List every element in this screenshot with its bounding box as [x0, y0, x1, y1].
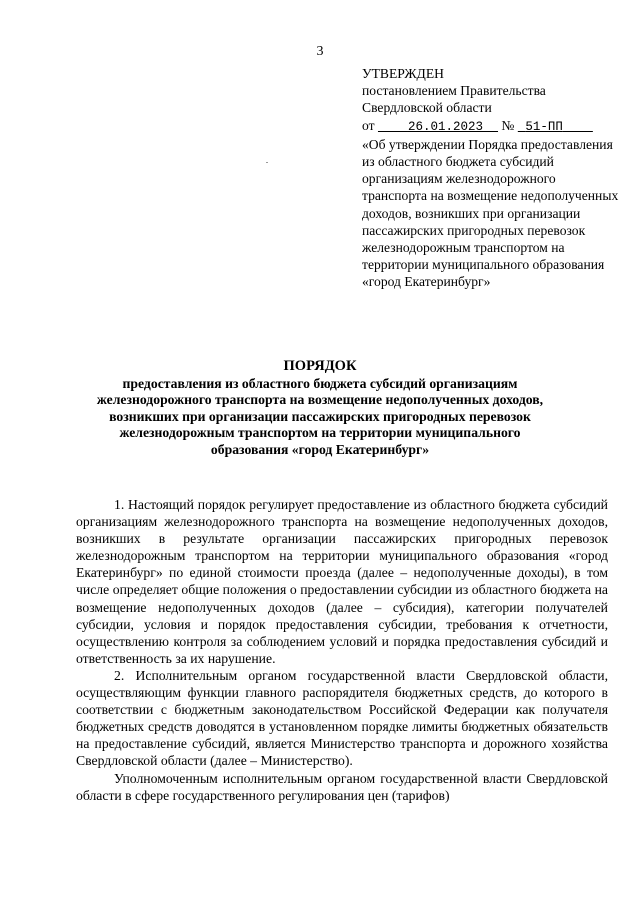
title-heading: ПОРЯДОК [283, 358, 357, 374]
document-body [76, 496, 608, 804]
number-label: № [501, 117, 515, 133]
page-number: 3 [316, 44, 324, 59]
approval-date-line [362, 117, 622, 136]
approval-number: 51-ПП [525, 119, 563, 134]
document-title [0, 358, 640, 459]
approval-reference: «Об утверждении Порядка предоставления из областного бюджета субсидий организациям железнодорожного транспорта на возмещение недополученных доходов, возникших при организации пассажирских пригородных перевозок железнодорожным транспортом на территории муниципального образования «город Екатеринбург» [362, 136, 619, 290]
approval-line-2: Свердловской области [362, 100, 492, 116]
scan-speck [266, 162, 268, 163]
approval-heading: УТВЕРЖДЕН [362, 66, 444, 81]
approval-stamp [362, 65, 622, 291]
title-subtitle: предоставления из областного бюджета субсидий организациям железнодорожного транспорта на возмещение недополученных доходов, возникших при организации пассажирских пригородных перевозок железнодорожным транспортом на территории муниципального образования «город Екатеринбург» [96, 375, 544, 457]
paragraph-2: 2. Исполнительным органом государственной власти Свердловской области, осуществляющим функции главного распорядителя бюджетных средств, до которого в соответствии с бюджетным законодательством Российской Федерации как получателя бюджетных средств доводятся в установленном порядке лимиты бюджетных обязательств на предоставление субсидий, является Министерство транспорта и дорожного хозяйства Свердловской области (далее – Министерство). [76, 667, 608, 769]
approval-line-1: постановлением Правительства [362, 83, 546, 99]
from-label: от [362, 117, 375, 133]
approval-date: 26.01.2023 [407, 119, 483, 134]
paragraph-1: 1. Настоящий порядок регулирует предоставление из областного бюджета субсидий организациям железнодорожного транспорта на возмещение недополученных доходов, возникших в результате организации пассажирских пригородных перевозок железнодорожным транспортом на территории муниципального образования «город Екатеринбург» по единой стоимости проезда (далее – недополученные доходы), в том числе определяет общие положения о предоставлении субсидии из областного бюджета на возмещение недополученных доходов (далее – субсидия), категории получателей субсидии, условия и порядок предоставления субсидии, требования к отчетности, осуществлению контроля за соблюдением условий и порядка предоставления субсидий и ответственность за их нарушение. [76, 497, 608, 666]
paragraph-3: Уполномоченным исполнительным органом государственной власти Свердловской области в сфере государственного регулирования цен (тарифов) [76, 770, 608, 803]
